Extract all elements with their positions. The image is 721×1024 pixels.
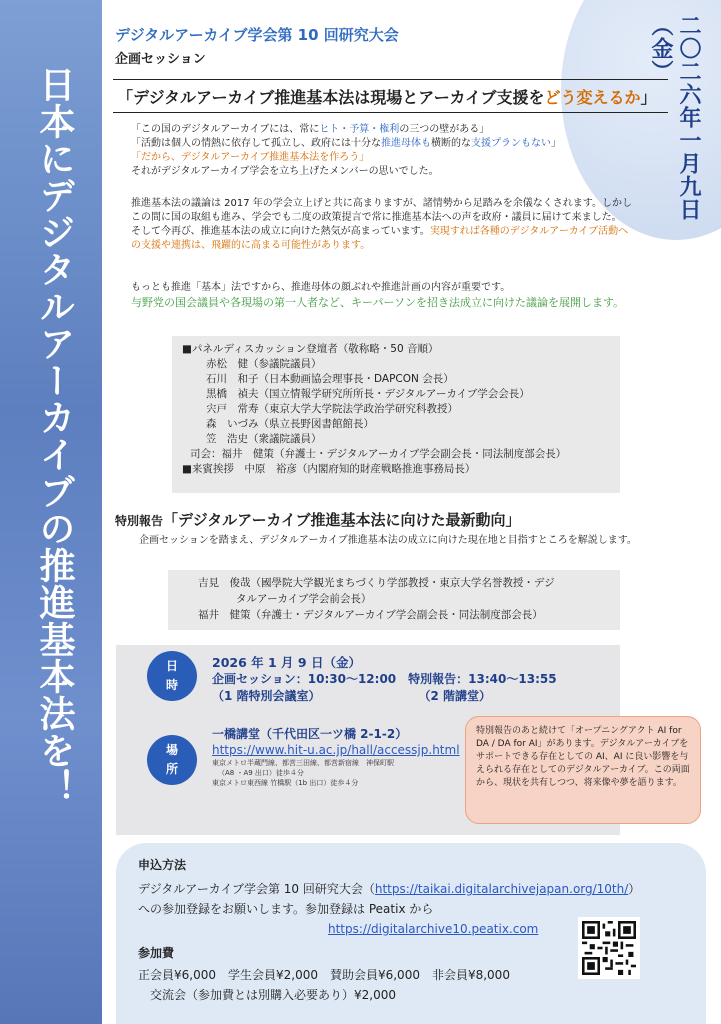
event-datetime <box>212 654 557 705</box>
intro-text: 「活動は個人の情熱に依存して孤立し、政府には十分な <box>131 138 381 149</box>
intro-line-2 <box>131 137 661 151</box>
session-time: 企画セッション：10:30～12:00 <box>212 672 397 686</box>
venue-access: （A8 ・A9 出口）徒歩４分 <box>218 769 304 777</box>
intro-paragraph <box>131 123 661 179</box>
venue-info <box>212 726 460 788</box>
intro-line-3: 「だから、デジタルアーカイブ推進基本法を作ろう」 <box>131 152 370 163</box>
place-circle-char: 場 <box>165 743 178 757</box>
intro-highlight: ヒト・予算・権利 <box>319 124 400 135</box>
sidebar-title: 日本にデジタルアーカイブの推進基本法を！ <box>34 66 75 806</box>
special-speakers-box <box>168 570 620 630</box>
qr-code-graphic <box>582 921 636 975</box>
special-speaker-cont: タルアーカイブ学会前会長） <box>236 593 372 605</box>
peatix-url-link[interactable]: https://digitalarchive10.peatix.com <box>328 922 539 936</box>
conference-title: デジタルアーカイブ学会第 10 回研究大会 <box>115 26 399 44</box>
special-speaker: 吉見 俊哉（國學院大学観光まちづくり学部教授・東京大学名誉教授・デジ <box>198 577 555 589</box>
apply-line-1 <box>138 879 684 899</box>
panel-box <box>172 336 620 493</box>
intro2-p2 <box>131 225 636 253</box>
panel-member: 宍戸 常寿（東京大学大学院法学政治学研究科教授） <box>206 403 458 415</box>
session-title <box>113 79 668 113</box>
intro-text: 「この国のデジタルアーカイブには、常に <box>131 124 320 135</box>
special-room: （2 階講堂） <box>418 689 492 703</box>
guest-greeting: ■来賓挨拶 中原 裕彦（内閣府知的財産戦略推進事務局長） <box>182 463 476 475</box>
event-times <box>212 671 557 688</box>
sidebar-banner <box>0 0 102 1024</box>
intro3-p2: 与野党の国会議員や各現場の第一人者など、キーパーソンを招き法成立に向けた議論を展開します。 <box>131 296 625 309</box>
intro-highlight: 支援プランもない <box>471 138 551 149</box>
intro2-p1: 推進基本法の議論は 2017 年の学会立上げと共に高まりますが、諸情勢から足踏みを余儀なくされます。しかしこの間に国の取組も進み、学会でも二度の政策提言で常に推進基本法への声を政府・議員に届けて来ました。 <box>131 198 633 223</box>
venue-access: 東京メトロ東西線 竹橋駅（1b 出口）徒歩４分 <box>212 779 359 787</box>
special-speaker: 福井 健策（弁護士・デジタルアーカイブ学会副会長・同法制度部会長） <box>198 609 543 621</box>
place-circle-badge <box>147 735 197 785</box>
apply-heading: 申込方法 <box>138 858 187 872</box>
apply-text: ） <box>628 882 641 896</box>
fee-list: 正会員¥6,000 学生会員¥2,000 賛助会員¥6,000 非会員¥8,000 <box>138 968 510 982</box>
special-report-label: 特別報告 <box>115 514 164 528</box>
special-report-desc: 企画セッションを踏まえ、デジタルアーカイブ推進基本法の成立に向けた現在地と目指すところを解説します。 <box>139 535 637 546</box>
event-date: 2026 年 1 月 9 日（金） <box>212 655 361 670</box>
intro-highlight: 推進母体も <box>381 138 431 149</box>
date-circle-badge <box>147 651 197 701</box>
intro3-p1: もっとも推進「基本」法ですから、推進母体の顔ぶれや推進計画の内容が重要です。 <box>131 282 511 293</box>
special-time: 特別報告：13:40～13:55 <box>408 672 557 686</box>
date-circle-char: 日 <box>165 659 178 673</box>
apply-line-2: への参加登録をお願いします。参加登録は Peatix から <box>138 902 434 916</box>
panel-member: 黒橋 禎夫（国立情報学研究所所長・デジタルアーカイブ学会会長） <box>206 388 530 400</box>
venue-name: 一橋講堂（千代田区一ツ橋 2-1-2） <box>212 727 408 741</box>
special-report-heading: 「デジタルアーカイブ推進基本法に向けた最新動向」 <box>163 511 521 529</box>
apply-section <box>116 843 706 1024</box>
conference-url-link[interactable]: https://taikai.digitalarchivejapan.org/10th/ <box>374 882 629 896</box>
panel-member: 森 いづみ（県立長野図書館館長） <box>206 418 374 430</box>
panel-moderator: 司会：福井 健策（弁護士・デジタルアーカイブ学会副会長・同法制度部会長） <box>190 448 567 460</box>
panel-member: 石川 和子（日本動画協会理事長・DAPCON 会長） <box>206 373 454 385</box>
panel-member: 赤松 健（参議院議員） <box>206 358 322 370</box>
apply-text: デジタルアーカイブ学会第 10 回研究大会（ <box>138 882 375 896</box>
place-circle-char: 所 <box>165 762 178 776</box>
date-circle-char: 時 <box>165 678 178 692</box>
event-rooms <box>212 688 557 705</box>
date-vertical: 二〇二六年一月九日（金） <box>648 14 701 221</box>
special-report-title <box>115 509 520 530</box>
intro-paragraph-2 <box>131 197 636 253</box>
session-title-main: 「デジタルアーカイブ推進基本法は現場とアーカイブ支援を <box>117 88 545 107</box>
intro-text: 横断的な <box>431 138 471 149</box>
intro-text: の三つの壁がある」 <box>399 124 490 135</box>
session-title-end: 」 <box>640 88 657 107</box>
intro2-highlight: 実現すれば各種のデジタルアーカイブ活動への支援や連携は、飛躍的に高まる可能性があります。 <box>131 226 629 251</box>
intro-line-4: それがデジタルアーカイブ学会を立ち上げたメンバーの思いでした。 <box>131 166 439 177</box>
party-fee: 交流会（参加費とは別購入必要あり）¥2,000 <box>150 988 396 1002</box>
session-label: 企画セッション <box>115 52 206 67</box>
intro-text: 」 <box>551 138 561 149</box>
fee-heading: 参加費 <box>138 946 175 960</box>
qr-code-icon[interactable] <box>578 917 640 979</box>
panel-member: 笠 浩史（衆議院議員） <box>206 433 322 445</box>
session-title-highlight: どう変えるか <box>544 88 641 107</box>
intro-paragraph-3 <box>131 281 636 310</box>
intro-line-1 <box>131 123 661 137</box>
venue-url-link[interactable]: https://www.hit-u.ac.jp/hall/accessjp.html <box>212 743 460 757</box>
venue-access: 東京メトロ半蔵門線、都営三田線、都営新宿線 神保町駅 <box>212 759 394 767</box>
intro2-text: そして今再び、推進基本法の成立に向けた熱気が高まっています。 <box>131 226 430 237</box>
panel-heading: ■パネルディスカッション登壇者（敬称略・50 音順） <box>182 343 439 355</box>
session-room: （1 階特別会議室） <box>212 689 321 703</box>
opening-act-note: 特別報告のあと続けて「オープニングアクト AI for DA / DA for AI」があります。デジタルアーカイブをサポートできる存在としての AI、AI に良い影響を与えられる存在としてのデジタルアーカイブ。この両面から、現状を共有しつつ、将来像や夢を語ります。 <box>465 716 701 824</box>
